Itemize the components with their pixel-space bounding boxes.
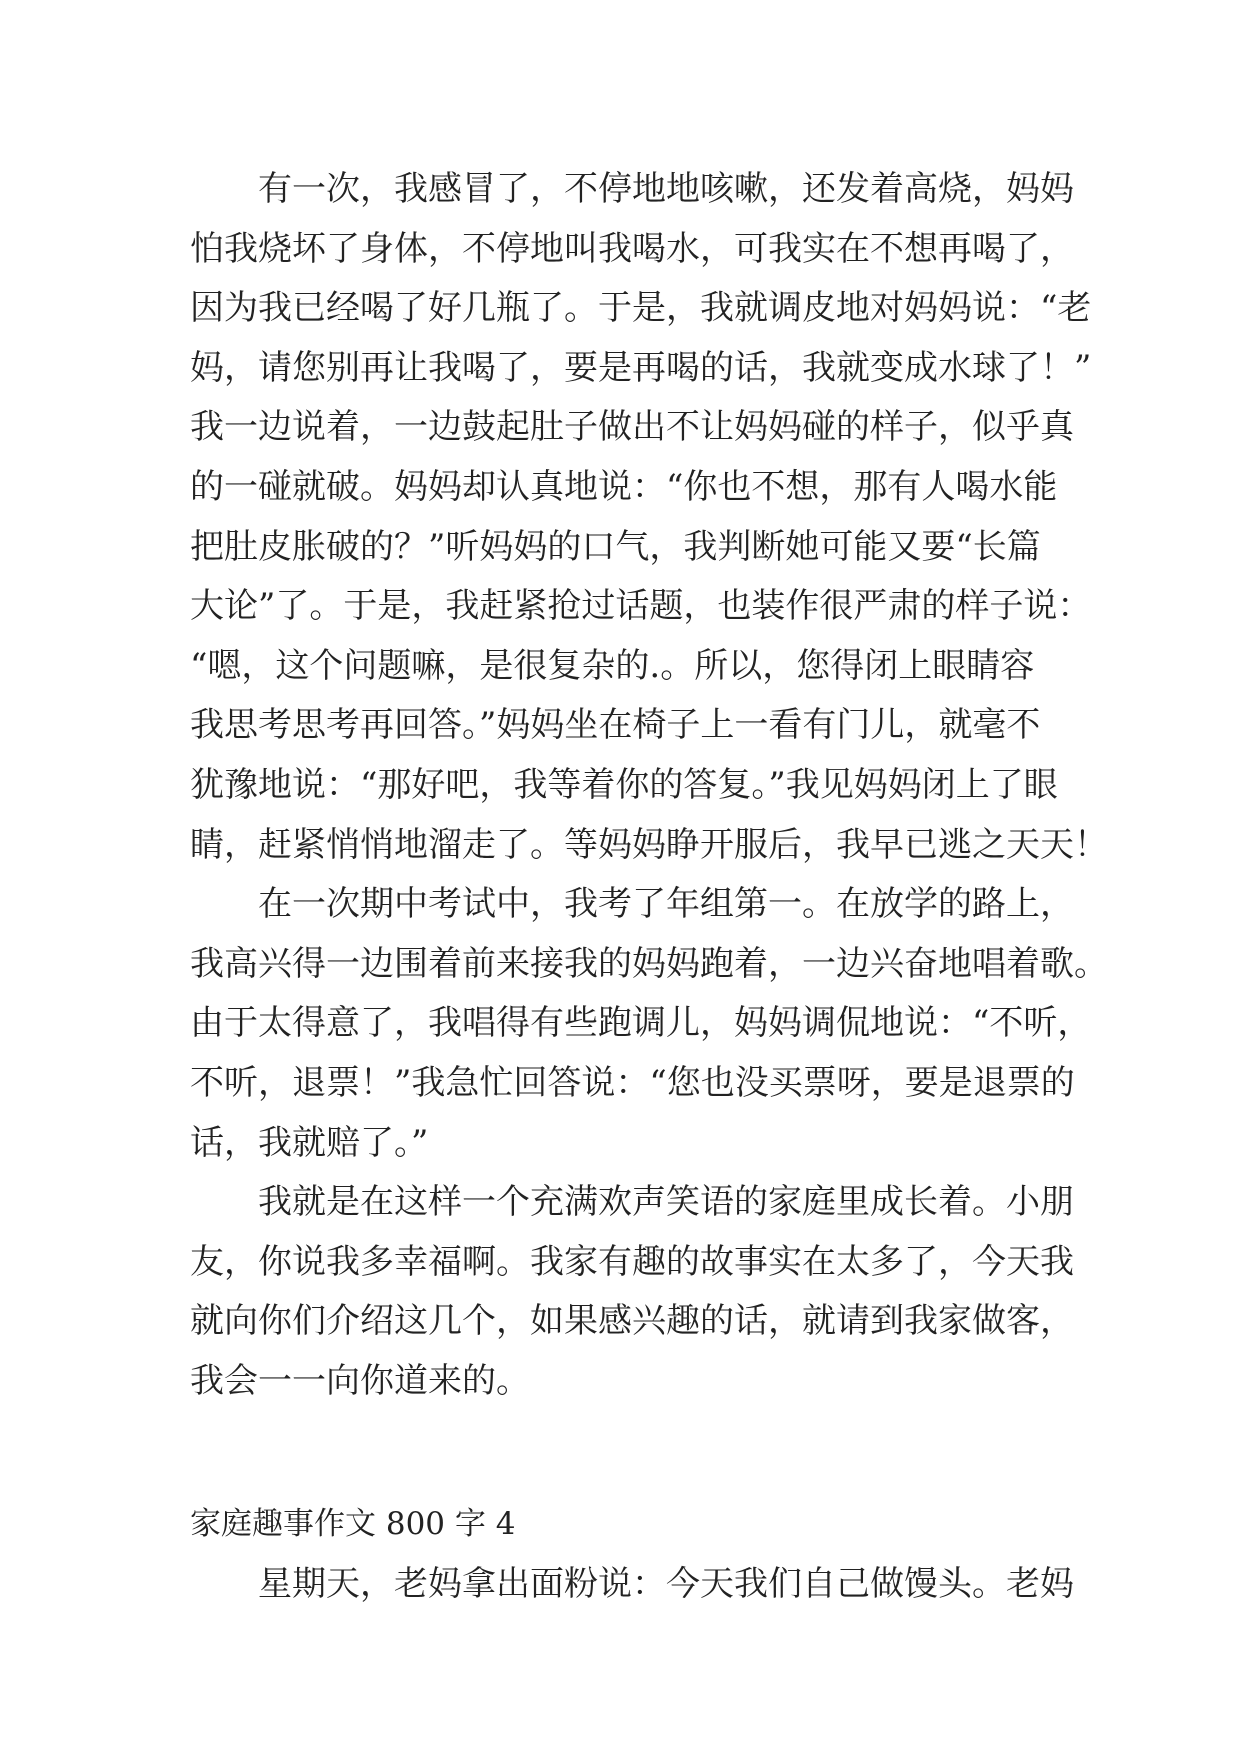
- text-line: 我就是在这样一个充满欢声笑语的家庭里成长着。小朋: [258, 1182, 1074, 1223]
- text-line: 把肚皮胀破的？”听妈妈的口气，我判断她可能又要“长篇: [190, 526, 1041, 567]
- text-line: 怕我烧坏了身体，不停地叫我喝水，可我实在不想再喝了，: [190, 228, 1074, 269]
- text-line: 话，我就赔了。”: [190, 1122, 429, 1163]
- text-line: 友，你说我多幸福啊。我家有趣的故事实在太多了，今天我: [190, 1241, 1074, 1282]
- essay-heading: 家庭趣事作文 800 字 4: [190, 1506, 516, 1543]
- text-line: 的一碰就破。妈妈却认真地说：“你也不想，那有人喝水能: [190, 466, 1058, 507]
- text-line: 由于太得意了，我唱得有些跑调儿，妈妈调侃地说：“不听，: [190, 1003, 1092, 1044]
- text-line: 有一次，我感冒了，不停地地咳嗽，还发着高烧，妈妈: [258, 169, 1074, 209]
- text-line: 在一次期中考试中，我考了年组第一。在放学的路上，: [258, 884, 1074, 925]
- document-body: [190, 160, 1108, 1615]
- text-line: 星期天，老妈拿出面粉说：今天我们自己做馒头。老妈: [258, 1564, 1074, 1605]
- text-line: 我思考思考再回答。”妈妈坐在椅子上一看有门儿，就毫不: [190, 705, 1041, 746]
- text-line: 我高兴得一边围着前来接我的妈妈跑着，一边兴奋地唱着歌。: [190, 943, 1108, 984]
- text-line: 大论”了。于是，我赶紧抢过话题，也装作很严肃的样子说：: [190, 586, 1092, 627]
- section-spacer: [190, 1411, 1060, 1495]
- text-line: 妈，请您别再让我喝了，要是再喝的话，我就变成水球了！”: [190, 347, 1092, 388]
- paragraph-cold-story: [190, 160, 1108, 875]
- text-line: 就向你们介绍这几个，如果感兴趣的话，就请到我家做客，: [190, 1301, 1074, 1342]
- text-line: 犹豫地说：“那好吧，我等着你的答复。”我见妈妈闭上了眼: [190, 764, 1058, 805]
- paragraph-conclusion: [190, 1173, 1074, 1411]
- text-line: 我一边说着，一边鼓起肚子做出不让妈妈碰的样子，似乎真: [190, 407, 1074, 448]
- paragraph-sunday-story: [190, 1555, 1074, 1615]
- text-line: 我会一一向你道来的。: [190, 1360, 530, 1401]
- text-line: 因为我已经喝了好几瓶了。于是，我就调皮地对妈妈说：“老: [190, 288, 1092, 329]
- paragraph-exam-story: [190, 875, 1108, 1173]
- text-line: “嗯，这个问题嘛，是很复杂的.。所以，您得闭上眼睛容: [190, 645, 1035, 686]
- text-line: 不听，退票！”我急忙回答说：“您也没买票呀，要是退票的: [190, 1062, 1075, 1103]
- text-line: 睛，赶紧悄悄地溜走了。等妈妈睁开服后，我早已逃之天天！: [190, 824, 1108, 865]
